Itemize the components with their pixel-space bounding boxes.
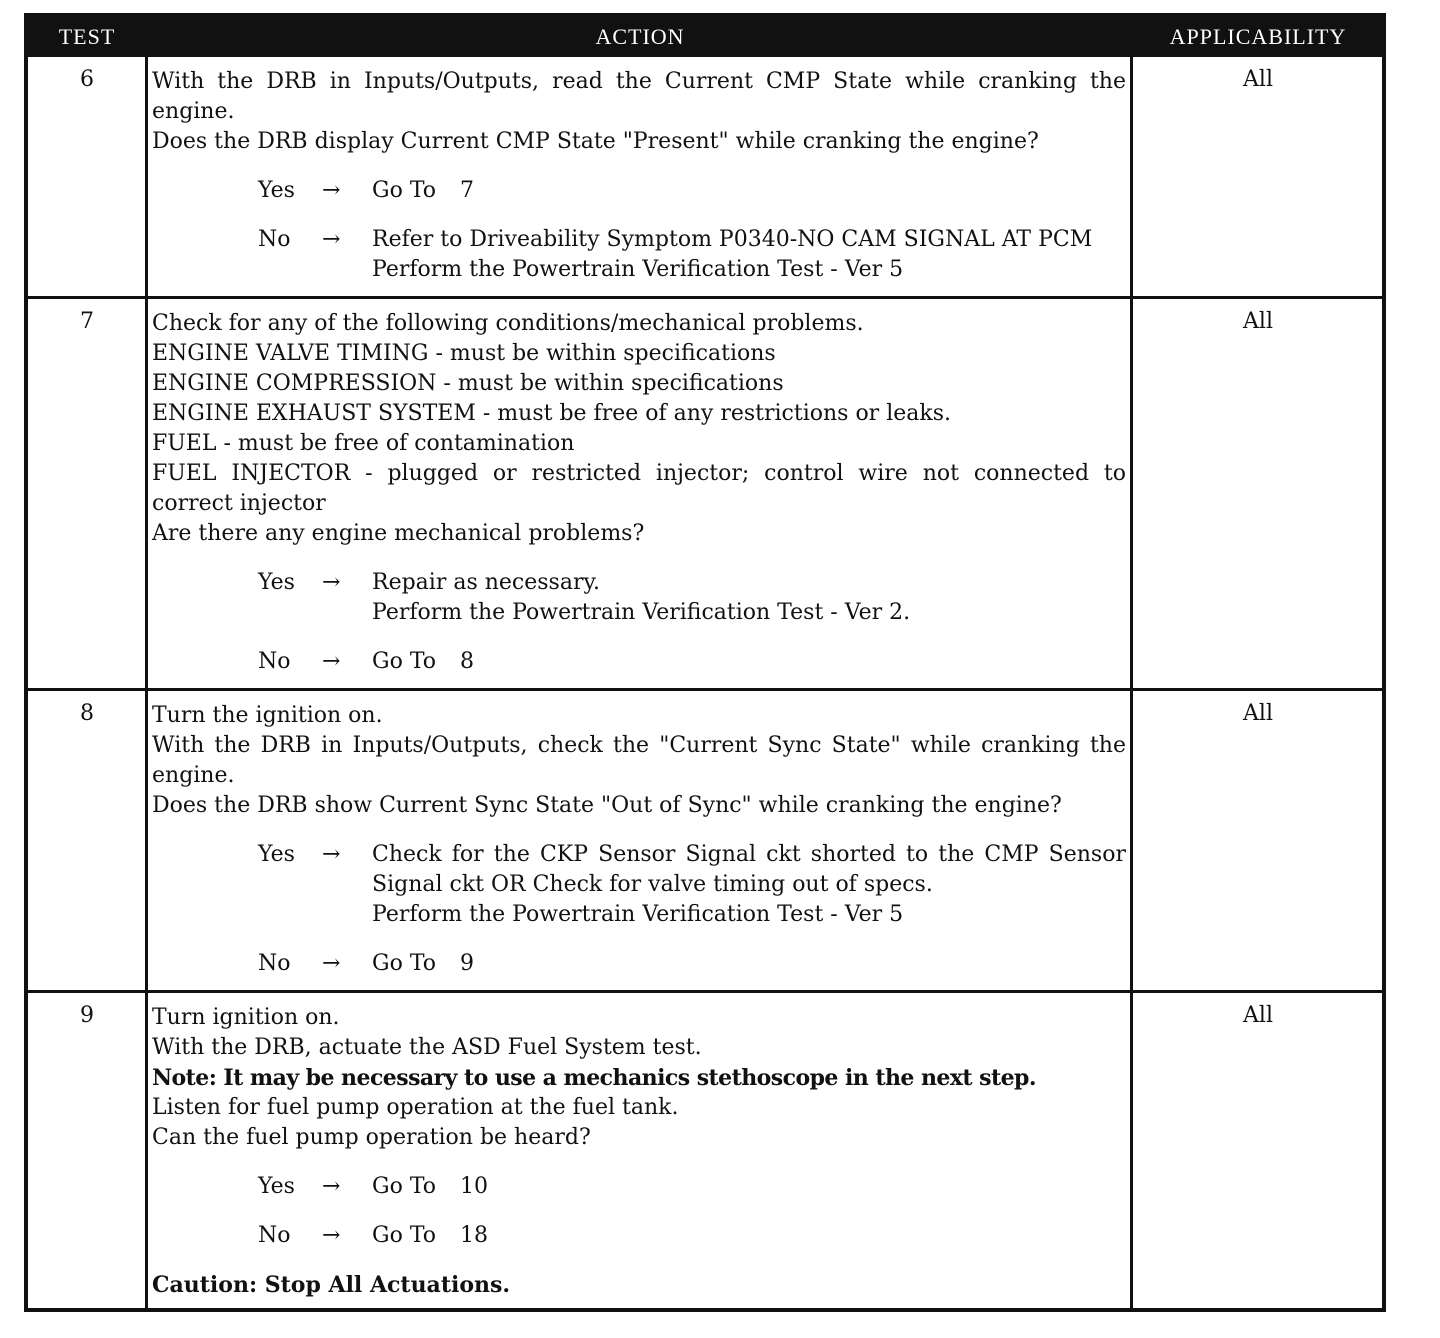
instruction-line: ENGINE VALVE TIMING - must be within specifications [152,341,776,366]
no-option [152,647,1126,677]
result-line: Perform the Powertrain Verification Test - Ver 2. [372,600,911,625]
instruction-line: FUEL - must be free of contamination [152,431,575,456]
no-label: No [258,649,291,674]
question-line: Does the DRB show Current Sync State "Out of Sync" while cranking the engine? [152,793,1062,818]
goto-label: Go To [372,1174,437,1199]
arrow-icon: → [322,649,341,674]
no-option [152,949,1126,979]
column-divider [1130,57,1133,1308]
goto-label: Go To [372,1223,437,1248]
arrow-icon: → [322,227,341,252]
no-option [152,1221,1126,1251]
yes-result [372,840,1126,930]
no-label: No [258,1223,291,1248]
yes-label: Yes [258,1174,295,1199]
yes-option [152,568,1126,628]
result-line: Perform the Powertrain Verification Test - Ver 5 [372,902,904,927]
yes-label: Yes [258,570,295,595]
instruction-line: With the DRB in Inputs/Outputs, read the Current CMP State while cranking the engine. [152,69,1126,124]
applicability-value: All [1243,309,1273,334]
no-option [152,225,1126,285]
table-header [28,17,1382,57]
test-action [152,1003,1126,1300]
test-number: 8 [80,701,94,726]
test-number: 9 [80,1003,94,1028]
yes-option [152,840,1126,930]
goto-target: 7 [460,178,475,203]
row-divider [28,296,1382,299]
goto-result [372,176,1126,206]
yes-label: Yes [258,842,295,867]
goto-label: Go To [372,178,437,203]
result-line: Refer to Driveability Symptom P0340-NO CAM SIGNAL AT PCM [372,227,1093,252]
goto-result [372,1172,1126,1202]
goto-result [372,949,1126,979]
arrow-icon: → [322,570,341,595]
instruction-line: Check for any of the following conditions/mechanical problems. [152,311,864,336]
goto-target: 9 [460,951,475,976]
result-line: Check for the CKP Sensor Signal ckt shorted to the CMP Sensor Signal ckt OR Check for valve timing out of specs. [372,842,1126,897]
test-action [152,309,1126,677]
test-action [152,67,1126,285]
goto-result [372,647,1126,677]
instruction-line: Turn ignition on. [152,1005,340,1030]
arrow-icon: → [322,1174,341,1199]
instruction-line: FUEL INJECTOR - plugged or restricted injector; control wire not connected to correct injector [152,461,1126,516]
instruction-line: ENGINE COMPRESSION - must be within specifications [152,371,784,396]
question-line: Can the fuel pump operation be heard? [152,1125,591,1150]
test-action [152,701,1126,979]
test-number: 6 [80,67,94,92]
arrow-icon: → [322,842,341,867]
question-line: Are there any engine mechanical problems? [152,521,645,546]
no-label: No [258,951,291,976]
applicability-value: All [1243,701,1273,726]
diagnostic-table [24,13,1386,1312]
instruction-line: Turn the ignition on. [152,703,383,728]
row-divider [28,688,1382,691]
goto-target: 18 [460,1223,489,1248]
goto-label: Go To [372,951,437,976]
applicability-value: All [1243,1003,1273,1028]
applicability-value: All [1243,67,1273,92]
header-applicability: APPLICABILITY [1169,24,1347,49]
goto-result [372,1221,1126,1251]
yes-label: Yes [258,178,295,203]
goto-label: Go To [372,649,437,674]
column-divider [145,57,148,1308]
arrow-icon: → [322,178,341,203]
caution-line: Caution: Stop All Actuations. [152,1272,511,1298]
question-line: Does the DRB display Current CMP State "Present" while cranking the engine? [152,129,1039,154]
arrow-icon: → [322,951,341,976]
goto-target: 8 [460,649,475,674]
arrow-icon: → [322,1223,341,1248]
row-divider [28,990,1382,993]
instruction-line: With the DRB, actuate the ASD Fuel System test. [152,1035,702,1060]
instruction-line: Listen for fuel pump operation at the fuel tank. [152,1095,679,1120]
test-number: 7 [80,309,94,334]
header-test: TEST [58,24,116,49]
yes-option [152,176,1126,206]
instruction-line: ENGINE EXHAUST SYSTEM - must be free of any restrictions or leaks. [152,401,951,426]
no-label: No [258,227,291,252]
yes-result [372,568,1126,628]
header-action: ACTION [595,24,685,49]
result-line: Repair as necessary. [372,570,600,595]
goto-target: 10 [460,1174,489,1199]
note-line: Note: It may be necessary to use a mechanics stethoscope in the next step. [152,1065,1036,1091]
yes-option [152,1172,1126,1202]
instruction-line: With the DRB in Inputs/Outputs, check the "Current Sync State" while cranking the engine. [152,733,1126,788]
result-line: Perform the Powertrain Verification Test - Ver 5 [372,257,904,282]
no-result [372,225,1126,285]
